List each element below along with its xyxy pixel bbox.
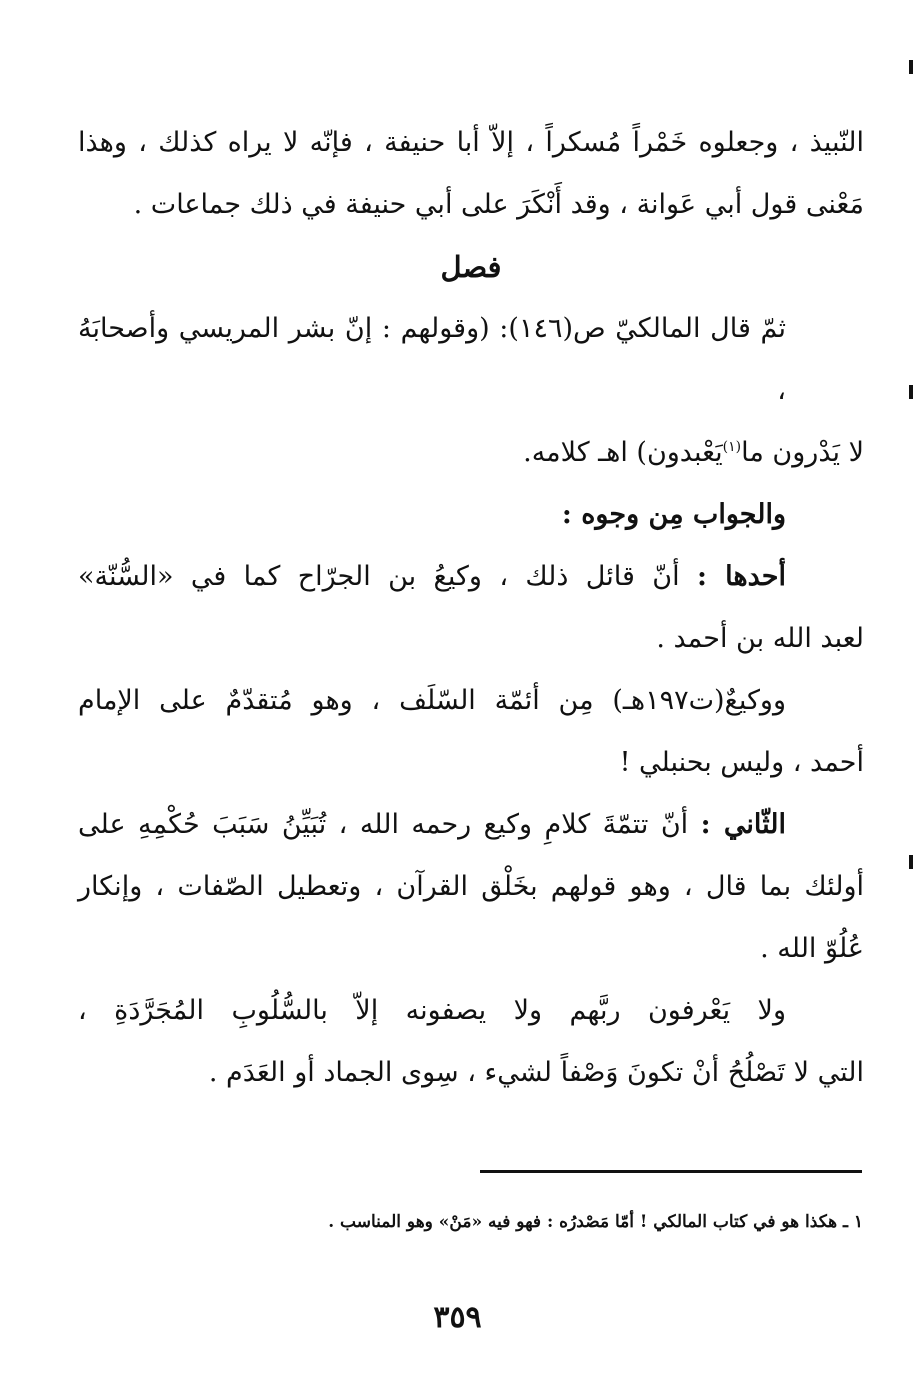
text-line: [78, 546, 864, 608]
text-line: [78, 422, 864, 484]
text-line: [78, 298, 864, 422]
footnote: ١ ـ هكذا هو في كتاب المالكي ! أمّا مَصْدرُه : فهو فيه «مَنْ» وهو المناسب .: [328, 1212, 863, 1232]
text-line: [78, 794, 864, 856]
text-line: ولا يَعْرفون ربَّهم ولا يصفونه إلاّ بالسُّلُوبِ المُجَرَّدَةِ ،: [78, 995, 786, 1026]
scan-edge-mark: [909, 385, 913, 399]
scan-edge-mark: [909, 855, 913, 869]
text-span: أنّ تتمّةَ كلامِ وكيع رحمه الله ، تُبَيِّنُ سَبَبَ حُكْمِهِ على: [78, 809, 689, 840]
section-heading: فصل: [440, 250, 502, 284]
footnote-divider: [480, 1170, 862, 1173]
text-line: النّبيذ ، وجعلوه خَمْراً مُسكراً ، إلاّ أبا حنيفة ، فإنّه لا يراه كذلك ، وهذا: [78, 127, 864, 158]
text-line: والجواب مِن وجوه :: [561, 499, 786, 530]
text-line: لعبد الله بن أحمد .: [656, 623, 864, 654]
text-span: لا يَدْرون ما: [741, 437, 864, 468]
main-text: [78, 112, 864, 1104]
text-line: ووكيعٌ(ت١٩٧هـ) مِن أئمّة السّلَف ، وهو مُتقدّمٌ على الإمام: [78, 685, 786, 716]
text-line: مَعْنى قول أبي عَوانة ، وقد أَنْكَرَ على أبي حنيفة في ذلك جماعات .: [133, 189, 864, 220]
point-label: أحدها :: [697, 561, 786, 592]
text-span: ثمّ قال المالكيّ ص(١٤٦): (وقولهم : إنّ بشر المريسي وأصحابَهُ ،: [78, 313, 786, 406]
text-span: يَعْبدون) اهـ كلامه.: [523, 437, 723, 468]
page-number: ٣٥٩: [433, 1300, 482, 1335]
text-line: عُلُوّ الله .: [760, 933, 864, 964]
text-line: أولئك بما قال ، وهو قولهم بخَلْق القرآن ، وتعطيل الصّفات ، وإنكار: [78, 871, 864, 902]
point-label: الثّاني :: [700, 809, 786, 840]
text-span: أنّ قائل ذلك ، وكيعُ بن الجرّاح كما في «السُّنّة»: [78, 561, 680, 592]
footnote-reference: (١): [722, 439, 742, 455]
text-line: التي لا تَصْلُحُ أنْ تكونَ وَصْفاً لشيء ، سِوى الجماد أو العَدَم .: [208, 1057, 864, 1088]
text-line: أحمد ، وليس بحنبلي !: [619, 747, 864, 778]
scan-edge-mark: [909, 60, 913, 74]
